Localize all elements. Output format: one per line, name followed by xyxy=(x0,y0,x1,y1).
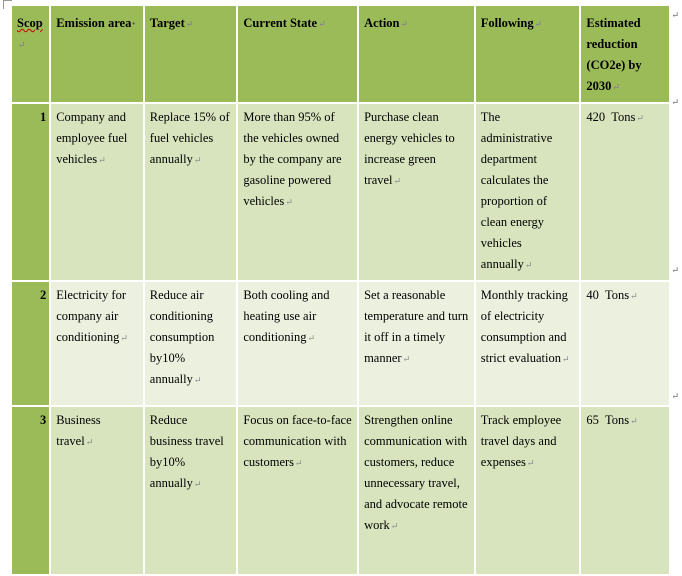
cell-target: Replace 15% of fuel vehicles annually↵ xyxy=(145,104,237,280)
cell-emission-area: Company and employee fuel vehicles↵ xyxy=(51,104,143,280)
cell-target: Reduce business travel by10% annually↵ xyxy=(145,407,237,574)
table-row xyxy=(12,104,669,280)
cell-action: Purchase clean energy vehicles to increase green travel↵ xyxy=(359,104,474,280)
cell-following: The administrative department calculates the proportion of clean energy vehicles annually↵ xyxy=(476,104,580,280)
cell-emission-area: Electricity for company air conditioning↵ xyxy=(51,282,143,405)
row-end-mark: ↵ xyxy=(671,97,679,107)
cell-following: Monthly tracking of electricity consumption and strict evaluation↵ xyxy=(476,282,580,405)
emission-reduction-table xyxy=(10,4,671,576)
header-scope: Scop↵ xyxy=(12,6,49,102)
cell-current-state: More than 95% of the vehicles owned by the company are gasoline powered vehicles↵ xyxy=(238,104,357,280)
cell-estimated-reduction: 420 Tons↵ xyxy=(581,104,669,280)
cell-action: Set a reasonable temperature and turn it off in a timely manner↵ xyxy=(359,282,474,405)
cell-estimated-reduction: 65 Tons↵ xyxy=(581,407,669,574)
cell-target: Reduce air conditioning consumption by10% annually↵ xyxy=(145,282,237,405)
cell-scope: 2 xyxy=(12,282,49,405)
cell-following: Track employee travel days and expenses↵ xyxy=(476,407,580,574)
row-end-mark: ↵ xyxy=(671,265,679,275)
table-row xyxy=(12,282,669,405)
cell-emission-area: Business travel↵ xyxy=(51,407,143,574)
header-action: Action↵ xyxy=(359,6,474,102)
cell-estimated-reduction: 40 Tons↵ xyxy=(581,282,669,405)
header-estimated-reduction: Estimated reduction (CO2e) by 2030↵ xyxy=(581,6,669,102)
cell-scope: 1 xyxy=(12,104,49,280)
header-emission-area: Emission area • xyxy=(51,6,143,102)
cell-current-state: Focus on face-to-face communication with customers↵ xyxy=(238,407,357,574)
table-header-row xyxy=(12,6,669,102)
cell-scope: 3 xyxy=(12,407,49,574)
cell-action: Strengthen online communication with customers, reduce unnecessary travel, and advocate remote work↵ xyxy=(359,407,474,574)
header-target: Target↵ xyxy=(145,6,237,102)
row-end-mark: ↵ xyxy=(671,391,679,401)
cell-current-state: Both cooling and heating use air conditioning↵ xyxy=(238,282,357,405)
header-current-state: Current State↵ xyxy=(238,6,357,102)
table-row xyxy=(12,407,669,574)
row-end-mark: ↵ xyxy=(671,10,679,20)
header-following: Following↵ xyxy=(476,6,580,102)
